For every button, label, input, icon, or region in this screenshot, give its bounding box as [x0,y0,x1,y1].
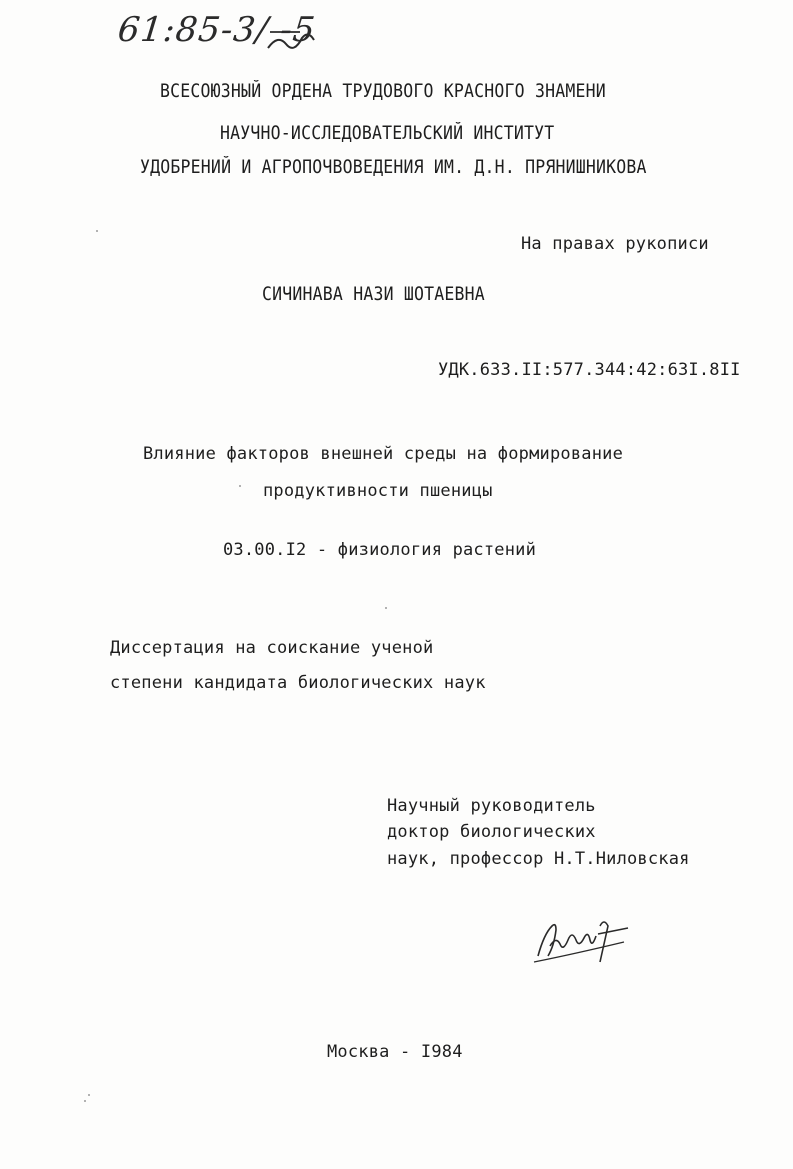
archive-mark-scribble [115,10,368,66]
udk-code: УДК.633.II:577.344:42:63I.8II [438,360,741,380]
scan-speck [96,230,98,232]
title-line-2: продуктивности пшеницы [263,481,493,501]
author-name: СИЧИНАВА НАЗИ ШОТАЕВНА [262,283,485,305]
degree-line-1: Диссертация на соискание ученой [110,638,434,658]
supervisor-line-3: наук, профессор Н.Т.Ниловская [387,849,690,869]
manuscript-rights: На правах рукописи [521,234,709,254]
supervisor-signature [530,912,640,972]
title-line-1: Влияние факторов внешней среды на формирование [143,444,624,464]
scan-speck [385,607,387,609]
supervisor-line-2: доктор биологических [387,822,596,842]
institute-line-2: НАУЧНО-ИССЛЕДОВАТЕЛЬСКИЙ ИНСТИТУТ [220,122,555,144]
place-year: Москва - I984 [327,1042,463,1062]
institute-line-1: ВСЕСОЮЗНЫЙ ОРДЕНА ТРУДОВОГО КРАСНОГО ЗНАМЕНИ [160,80,606,102]
institute-line-3: УДОБРЕНИЙ И АГРОПОЧВОВЕДЕНИЯ ИМ. Д.Н. ПРЯНИШНИКОВА [140,156,647,178]
specialty: 03.00.I2 - физиология растений [223,540,537,560]
scan-speck [88,1094,90,1096]
supervisor-line-1: Научный руководитель [387,796,596,816]
degree-line-2: степени кандидата биологических наук [110,673,486,693]
archive-mark-text: 61:85-3/ -5 [115,10,318,50]
archive-mark [115,10,368,66]
scan-speck [84,1100,86,1102]
scan-speck [239,485,241,487]
